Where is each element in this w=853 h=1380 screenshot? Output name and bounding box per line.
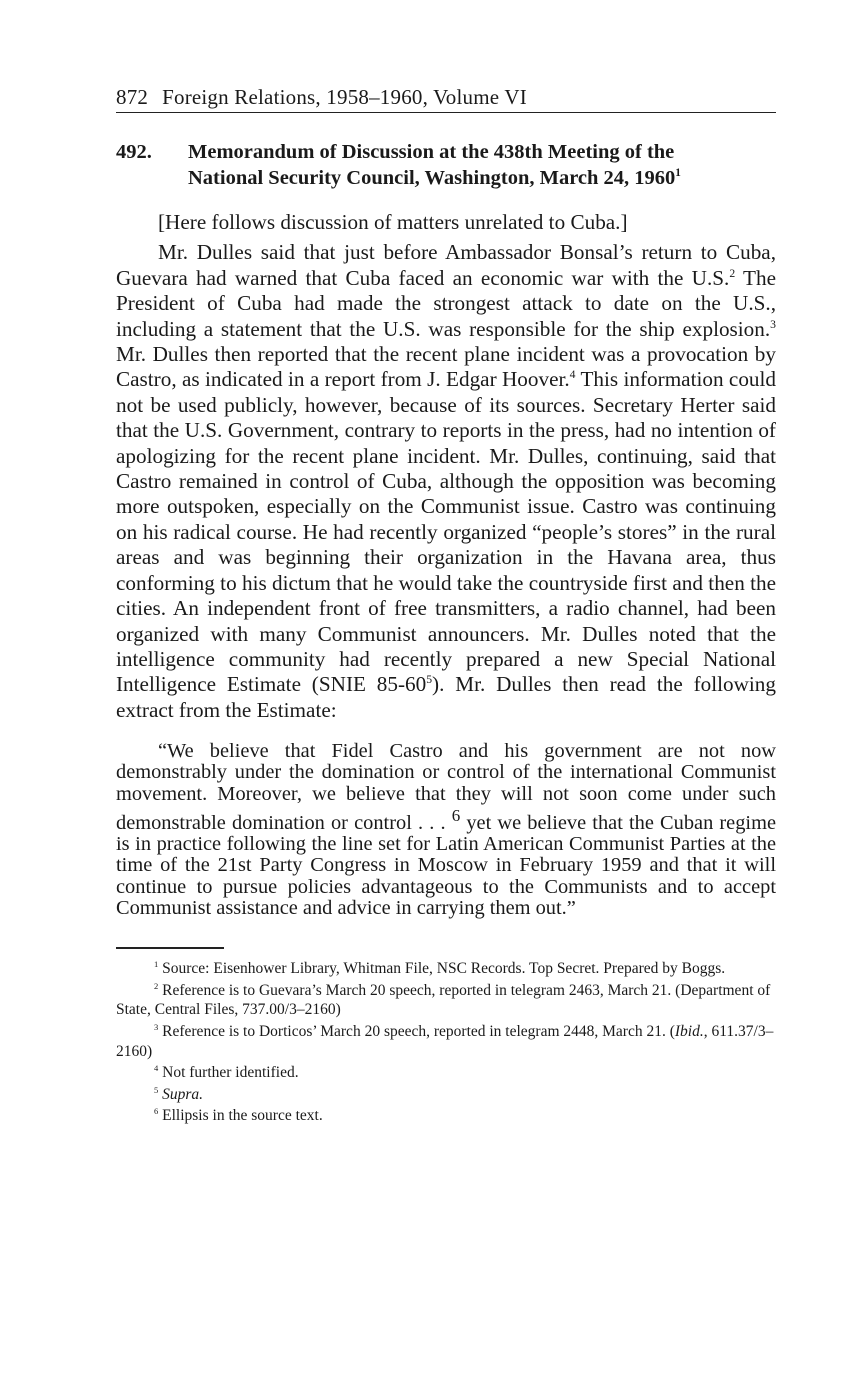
paragraph-text-c: Mr. Dulles then reported that the recent plane incident was a provocation by Castro, as indicated in a report from J. Edgar Hoover. bbox=[116, 342, 776, 392]
footnote-text: Reference is to Dorticos’ March 20 speech, reported in telegram 2448, March 21. ( bbox=[162, 1023, 675, 1041]
footnote-ref-2: 2 bbox=[729, 266, 736, 280]
footnote-6 bbox=[116, 1106, 776, 1126]
footnote-number: 3 bbox=[154, 1021, 159, 1032]
running-head bbox=[116, 84, 776, 113]
paragraph-text-d: This information could not be used publicly, however, because of its sources. Secretary Herter said that the U.S. Government, contrary to reports in the press, had no intention of apologizing for the recent plane incident. Mr. Dulles, continuing, said that Castro remained in control of Cuba, although the opposition was becoming more outspoken, especially on the Communist issue. Castro was continuing on his radical course. He had recently organized “people’s stores” in the rural areas and was beginning their organization in the Havana area, thus conforming to his dictum that he would take the countryside first and then the cities. An independent front of free transmitters, a radio channel, had been organized with many Communist announcers. Mr. Dulles noted that the intelligence community had recently prepared a new Special National Intelligence Estimate (SNIE 85-60 bbox=[116, 367, 776, 697]
footnote-text: Source: Eisenhower Library, Whitman File, NSC Records. Top Secret. Prepared by Boggs. bbox=[162, 960, 726, 978]
document-page bbox=[116, 84, 776, 1128]
footnote-ref-5: 5 bbox=[426, 673, 433, 687]
footnote-ref-1: 1 bbox=[675, 167, 681, 180]
footnote-text-cont: , 611.37/3–2160) bbox=[116, 1023, 774, 1060]
paragraph-text-b: The President of Cuba had made the strongest attack to date on the U.S., including a statement that the U.S. was responsible for the ship explosion. bbox=[116, 265, 776, 341]
document-title-line-1: Memorandum of Discussion at the 438th Meeting of the bbox=[188, 141, 675, 163]
footnote-number: 6 bbox=[154, 1106, 159, 1117]
body-text bbox=[116, 210, 776, 723]
paragraph-text-a: Mr. Dulles said that just before Ambassador Bonsal’s return to Cuba, Guevara had warned that Cuba faced an economic war with the U.S. bbox=[116, 240, 776, 290]
document-title bbox=[188, 139, 681, 191]
paragraph-text-e: ). Mr. Dulles then read the following extract from the Estimate: bbox=[116, 672, 776, 722]
footnote-number: 1 bbox=[154, 959, 159, 970]
footnote-text: Ellipsis in the source text. bbox=[162, 1107, 323, 1125]
volume-title: Foreign Relations, 1958–1960, Volume VI bbox=[162, 85, 527, 109]
footnote-ibid: Ibid. bbox=[674, 1023, 704, 1041]
main-paragraph bbox=[116, 240, 776, 723]
footnote-divider bbox=[116, 947, 224, 949]
footnotes bbox=[116, 959, 776, 1126]
quote-text-b: yet we believe that the Cuban regime is in practice following the line set for Latin American Communist Parties at the time of the 21st Party Congress in Moscow in February 1959 and that it will continue to pursue policies advantageous to the Communists and to accept Communist assistance and advice in carrying them out.” bbox=[116, 811, 777, 919]
footnote-1 bbox=[116, 959, 776, 979]
footnote-number: 2 bbox=[154, 980, 159, 991]
footnote-2 bbox=[116, 981, 776, 1020]
footnote-number: 4 bbox=[154, 1063, 159, 1074]
document-title-line-2: National Security Council, Washington, March 24, 1960 bbox=[188, 167, 676, 189]
footnote-ref-3: 3 bbox=[770, 317, 776, 331]
footnote-4 bbox=[116, 1063, 776, 1083]
page-number: 872 bbox=[116, 85, 149, 109]
footnote-number: 5 bbox=[154, 1084, 159, 1095]
footnote-text: Not further identified. bbox=[162, 1064, 299, 1082]
footnote-text: Supra. bbox=[162, 1085, 204, 1103]
document-heading bbox=[116, 139, 776, 191]
editorial-note: [Here follows discussion of matters unrelated to Cuba.] bbox=[158, 210, 628, 234]
footnote-5 bbox=[116, 1085, 776, 1105]
footnote-ref-6: 6 bbox=[451, 806, 461, 826]
quote-text-a: “We believe that Fidel Castro and his government are not now demonstrably under the domination or control of the international Communist movement. Moreover, we believe that they will not soon come under such demonstrable domination or control . . . bbox=[116, 740, 776, 834]
footnote-ref-4: 4 bbox=[569, 368, 576, 382]
footnote-3 bbox=[116, 1022, 776, 1061]
block-quote bbox=[116, 741, 776, 919]
footnote-text: Reference is to Guevara’s March 20 speech, reported in telegram 2463, March 21. (Department of State, Central Files, 737.00/3–2160) bbox=[116, 981, 771, 1019]
document-number: 492. bbox=[116, 141, 152, 163]
